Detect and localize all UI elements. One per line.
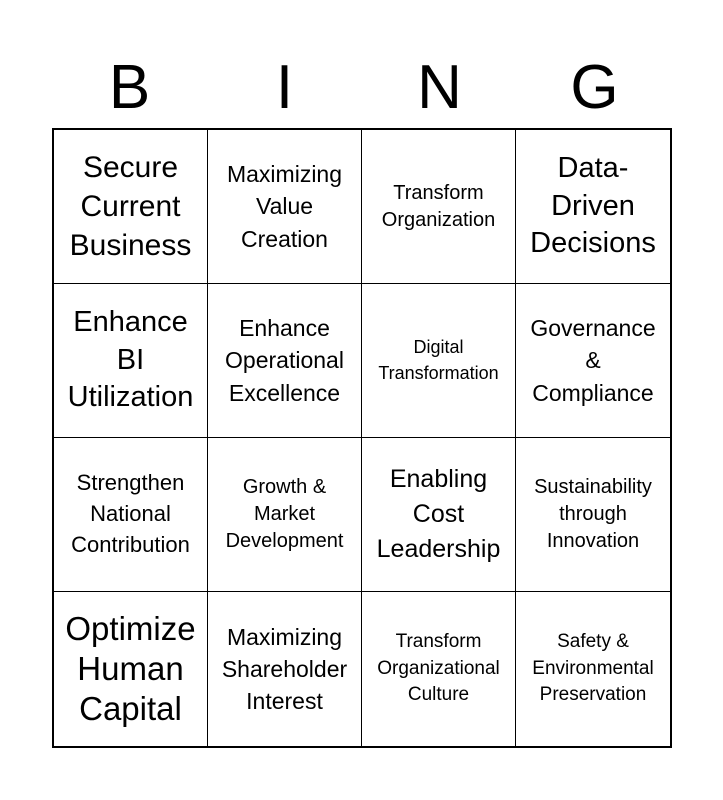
cell-label: Enhance BI Utilization [67, 305, 194, 414]
header-letter-i: I [275, 53, 294, 122]
bingo-cell[interactable] [54, 438, 208, 592]
bingo-cell[interactable] [362, 284, 516, 438]
bingo-cell[interactable] [516, 130, 670, 284]
bingo-cell[interactable] [54, 284, 208, 438]
bingo-cell[interactable] [516, 284, 670, 438]
cell-label: Secure Current Business [69, 151, 192, 262]
cell-label: Maximizing Shareholder Interest [221, 623, 348, 715]
cell-label: Governance & Compliance [530, 315, 656, 406]
cell-label: Transform Organizational Culture [377, 631, 500, 706]
header-letter-b: B [108, 53, 151, 122]
bingo-cell[interactable] [362, 130, 516, 284]
cell-label: Transform Organization [381, 181, 496, 231]
bingo-cell[interactable] [516, 438, 670, 592]
bingo-cell[interactable] [362, 592, 516, 746]
cell-label: Optimize Human Capital [65, 609, 196, 728]
header-letter-g: G [570, 53, 619, 122]
cell-label: Strengthen National Contribution [71, 470, 190, 557]
bingo-cell[interactable] [208, 130, 362, 284]
cell-label: Sustainability through Innovation [534, 476, 652, 552]
bingo-cell[interactable] [54, 592, 208, 746]
cell-label: Enabling Cost Leadership [376, 465, 501, 563]
bingo-cell[interactable] [54, 130, 208, 284]
cell-label: Digital Transformation [378, 337, 499, 383]
header-letter-n: N [417, 53, 462, 122]
bingo-board [52, 128, 672, 748]
bingo-cell[interactable] [208, 284, 362, 438]
bingo-cell[interactable] [208, 592, 362, 746]
cell-label: Data-Driven Decisions [530, 151, 656, 260]
cell-label: Safety & Environmental Preservation [532, 631, 654, 706]
bingo-header [52, 48, 672, 128]
cell-label: Growth & Market Development [225, 476, 344, 552]
bingo-cell[interactable] [362, 438, 516, 592]
bingo-cell[interactable] [208, 438, 362, 592]
cell-label: Maximizing Value Creation [226, 161, 343, 252]
bingo-cell[interactable] [516, 592, 670, 746]
cell-label: Enhance Operational Excellence [225, 315, 344, 406]
